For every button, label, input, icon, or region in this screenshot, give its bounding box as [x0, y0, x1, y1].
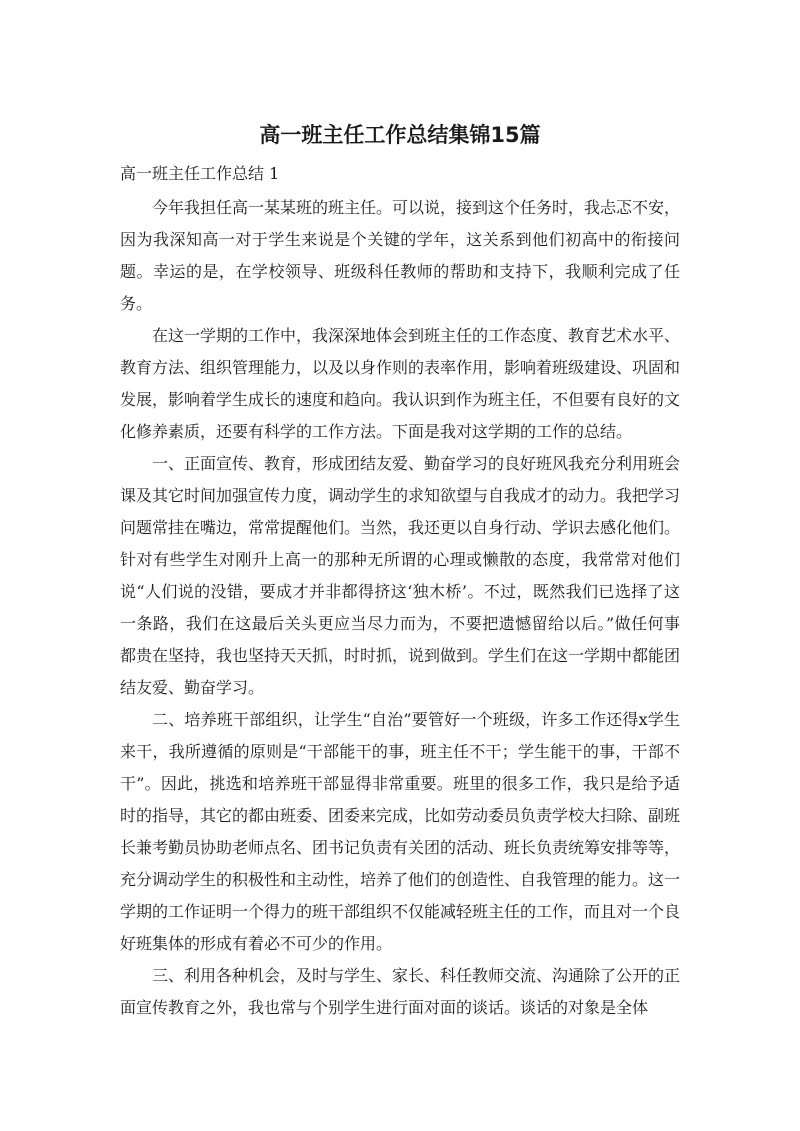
document-body: [120, 192, 680, 1024]
section-heading: 高一班主任工作总结 1: [120, 164, 280, 183]
paragraph-reflection: 在这一学期的工作中，我深深地体会到班主任的工作态度、教育艺术水平、教育方法、组织管理能力，以及以身作则的表率作用，影响着班级建设、巩固和发展，影响着学生成长的速度和趋向。我认识到作为班主任，不但要有良好的文化修养素质，还要有科学的工作方法。下面是我对这学期的工作的总结。: [120, 326, 681, 441]
paragraph-point-three: 三、利用各种机会，及时与学生、家长、科任教师交流、沟通除了公开的正面宣传教育之外，我也常与个别学生进行面对面的谈话。谈话的对象是全体: [120, 966, 681, 1017]
paragraph-point-two: 二、培养班干部组织，让学生“自治”要管好一个班级，许多工作还得x学生来干，我所遵循的原则是“干部能干的事，班主任不干；学生能干的事，干部不干”。因此，挑选和培养班干部显得非常重要。班里的很多工作，我只是给予适时的指导，其它的都由班委、团委来完成，比如劳动委员负责学校大扫除、副班长兼考勤员协助老师点名、团书记负责有关团的活动、班长负责统筹安排等等，充分调动学生的积极性和主动性，培养了他们的创造性、自我管理的能力。这一学期的工作证明一个得力的班干部组织不仅能减轻班主任的工作，而且对一个良好班集体的形成有着必不可少的作用。: [120, 710, 681, 953]
paragraph-point-one: 一、正面宣传、教育，形成团结友爱、勤奋学习的良好班风我充分利用班会课及其它时间加强宣传力度，调动学生的求知欲望与自我成才的动力。我把学习问题常挂在嘴边，常常提醒他们。当然，我还更以自身行动、学识去感化他们。针对有些学生对刚升上高一的那种无所谓的心理或懒散的态度，我常常对他们说“人们说的没错，要成才并非都得挤这‘独木桥’。不过，既然我们已选择了这一条路，我们在这最后关头更应当尽力而为，不要把遗憾留给以后。”做任何事都贵在坚持，我也坚持天天抓，时时抓，说到做到。学生们在这一学期中都能团结友爱、勤奋学习。: [120, 454, 681, 697]
document-title: 高一班主任工作总结集锦15篇: [259, 123, 541, 147]
paragraph-intro: 今年我担任高一某某班的班主任。可以说，接到这个任务时，我忐忑不安，因为我深知高一对于学生来说是个关键的学年，这关系到他们初高中的衔接问题。幸运的是，在学校领导、班级科任教师的帮助和支持下，我顺利完成了任务。: [120, 198, 681, 313]
